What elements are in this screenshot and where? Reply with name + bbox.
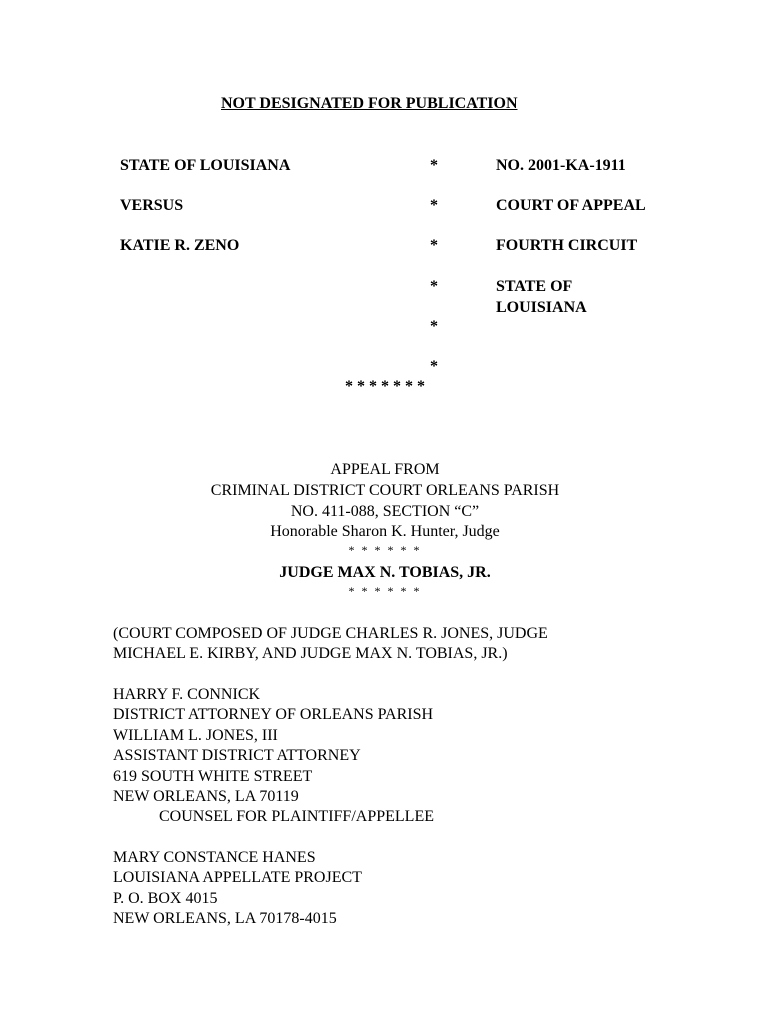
authoring-judge: JUDGE MAX N. TOBIAS, JR.	[279, 564, 491, 581]
publication-designation: NOT DESIGNATED FOR PUBLICATION	[221, 95, 518, 112]
counsel-line: NEW ORLEANS, LA 70119	[113, 788, 299, 806]
caption-asterisk: *	[430, 358, 438, 375]
caption-asterisk: *	[430, 237, 438, 254]
caption-asterisk: *	[430, 278, 438, 295]
counsel-line: NEW ORLEANS, LA 70178-4015	[113, 910, 337, 928]
caption-versus: VERSUS	[120, 197, 184, 214]
counsel-line: 619 SOUTH WHITE STREET	[113, 767, 313, 785]
counsel-line: MARY CONSTANCE HANES	[113, 849, 316, 866]
appeal-lower-docket: NO. 411-088, SECTION “C”	[290, 503, 480, 520]
appeal-stars-bottom: * * * * * *	[348, 584, 422, 598]
court-composition	[113, 624, 548, 665]
counsel-plaintiff	[113, 685, 434, 828]
counsel-line: P. O. BOX 4015	[113, 889, 218, 907]
counsel-line: LOUISIANA APPELLATE PROJECT	[113, 869, 362, 887]
counsel-role: COUNSEL FOR PLAINTIFF/APPELLEE	[159, 808, 434, 826]
court-composition-line: (COURT COMPOSED OF JUDGE CHARLES R. JONES, JUDGE	[113, 625, 548, 642]
caption-asterisk: *	[430, 157, 438, 174]
caption-asterisk: *	[430, 318, 438, 335]
caption-asterisk: *	[430, 197, 438, 214]
caption-circuit: FOURTH CIRCUIT	[496, 237, 638, 254]
counsel-line: DISTRICT ATTORNEY OF ORLEANS PARISH	[113, 706, 434, 724]
caption-state-name: LOUISIANA	[496, 299, 587, 316]
appeal-stars-top: * * * * * *	[348, 543, 422, 557]
caption-separator: * * * * * * *	[345, 378, 425, 395]
caption-docket-number: NO. 2001-KA-1911	[496, 157, 626, 174]
counsel-line: WILLIAM L. JONES, III	[113, 726, 278, 744]
appeal-trial-judge: Honorable Sharon K. Hunter, Judge	[270, 523, 500, 540]
appeal-from: APPEAL FROM	[330, 461, 440, 478]
counsel-defendant	[113, 848, 362, 930]
counsel-line: HARRY F. CONNICK	[113, 686, 261, 703]
appeal-lower-court: CRIMINAL DISTRICT COURT ORLEANS PARISH	[210, 482, 560, 499]
counsel-line: ASSISTANT DISTRICT ATTORNEY	[113, 747, 361, 765]
caption-party-defendant: KATIE R. ZENO	[120, 237, 240, 254]
court-composition-line: MICHAEL E. KIRBY, AND JUDGE MAX N. TOBIAS, JR.)	[113, 645, 508, 663]
caption-court: COURT OF APPEAL	[496, 197, 646, 214]
caption-party-state: STATE OF LOUISIANA	[120, 157, 291, 174]
caption-state: STATE OF	[496, 278, 573, 295]
